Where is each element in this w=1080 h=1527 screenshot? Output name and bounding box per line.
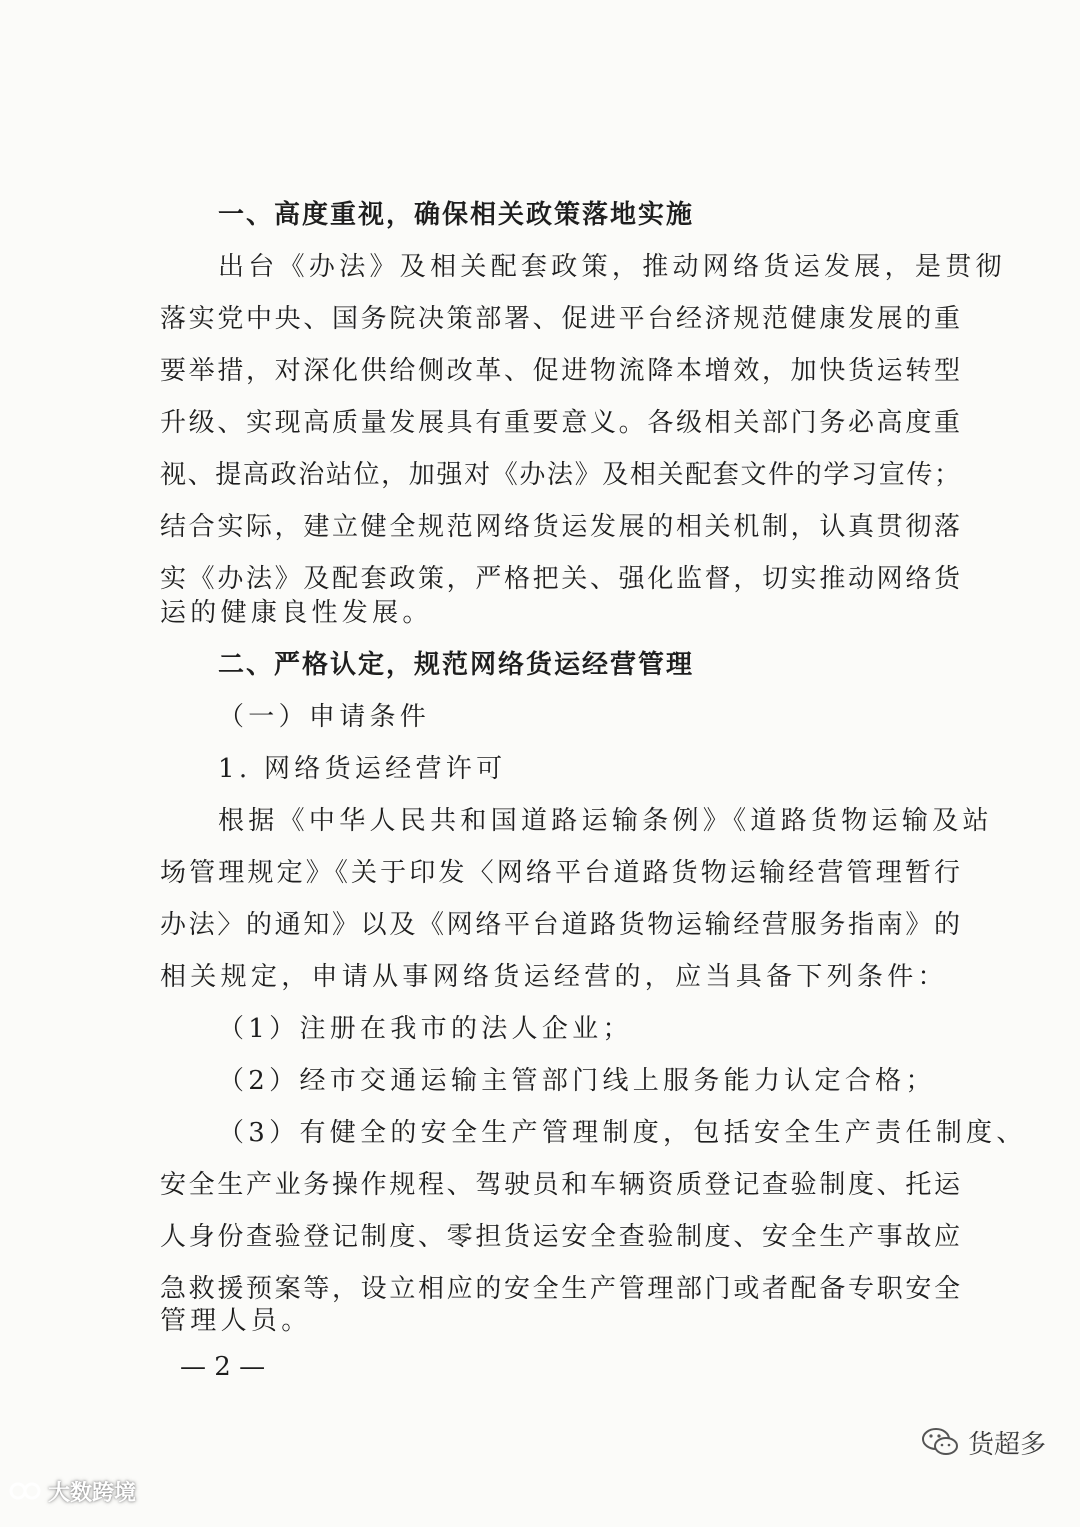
- paragraph-line: 出台《办法》及相关配套政策，推动网络货运发展，是贯彻: [218, 252, 1006, 282]
- paragraph-line: 升级、实现高质量发展具有重要意义。各级相关部门务必高度重: [160, 408, 960, 438]
- subsection-heading: （一）申请条件: [218, 702, 431, 732]
- watermark-right-text: 货超多: [968, 1429, 1047, 1460]
- paragraph-line: 安全生产业务操作规程、驾驶员和车辆资质登记查验制度、托运: [160, 1170, 960, 1200]
- paragraph-line: 管理人员。: [160, 1306, 312, 1336]
- condition-item: （3）有健全的安全生产管理制度，包括安全生产责任制度、: [218, 1118, 1027, 1148]
- paragraph-line: 办法〉的通知》以及《网络平台道路货物运输经营服务指南》的: [160, 910, 960, 940]
- wechat-icon: [920, 1425, 960, 1459]
- paragraph-line: 实《办法》及配套政策，严格把关、强化监督，切实推动网络货: [160, 564, 960, 594]
- item-heading: 1. 网络货运经营许可: [218, 754, 507, 784]
- page-number: — 2 —: [180, 1352, 266, 1382]
- paragraph-line: 根据《中华人民共和国道路运输条例》《道路货物运输及站: [218, 806, 993, 836]
- brand-logo-icon: [8, 1480, 42, 1502]
- paragraph-line: 落实党中央、国务院决策部署、促进平台经济规范健康发展的重: [160, 304, 960, 334]
- paragraph-line: 场管理规定》《关于印发〈网络平台道路货物运输经营管理暂行: [160, 858, 960, 888]
- condition-item: （1）注册在我市的法人企业；: [218, 1014, 633, 1044]
- wechat-watermark: [920, 1422, 1046, 1462]
- section-heading-2: 二、严格认定，规范网络货运经营管理: [218, 650, 695, 680]
- watermark-left-text: 大数跨境: [48, 1480, 137, 1506]
- brand-watermark: [8, 1476, 136, 1506]
- condition-item: （2）经市交通运输主管部门线上服务能力认定合格；: [218, 1066, 936, 1096]
- section-heading-1: 一、高度重视，确保相关政策落地实施: [218, 200, 695, 230]
- paragraph-line: 人身份查验登记制度、零担货运安全查验制度、安全生产事故应: [160, 1222, 960, 1252]
- paragraph-line: 视、提高政治站位，加强对《办法》及相关配套文件的学习宣传；: [160, 460, 960, 490]
- paragraph-line: 结合实际，建立健全规范网络货运发展的相关机制，认真贯彻落: [160, 512, 960, 542]
- paragraph-line: 要举措，对深化供给侧改革、促进物流降本增效，加快货运转型: [160, 356, 960, 386]
- paragraph-line: 运的健康良性发展。: [160, 598, 433, 628]
- paragraph-line: 急救援预案等，设立相应的安全生产管理部门或者配备专职安全: [160, 1274, 960, 1304]
- paragraph-line: 相关规定，申请从事网络货运经营的，应当具备下列条件：: [160, 962, 948, 992]
